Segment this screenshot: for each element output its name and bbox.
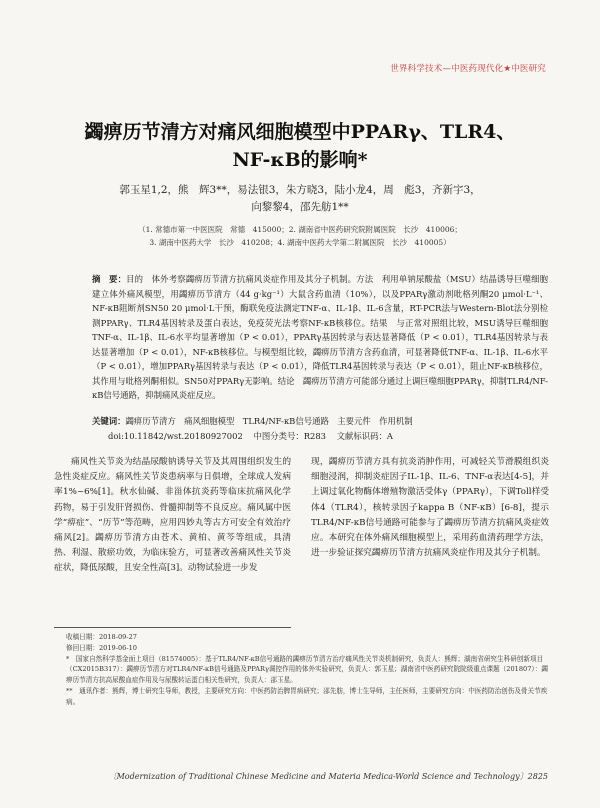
keywords-label: 关键词： [92,416,126,426]
fund-note: * 国家自然科学基金面上项目（81574005）：基于TLR4/NF-κB信号通路的蠲痹历节清方治疗痛风性关节炎机制研究，负责人：熊辉；湖南省研究生科研创新项目（CX2015B317）：蠲痹历节清方对TLR4/NF-κB信号通路及PPARγ调控作用的体外实验研究，负责人：郭玉星；湖南省中医药研究院院级重点课题（201807）：蠲痹历节清方抗高尿酸血症作用及与尿酸转运蛋白相关性研究，负责人：邵玉星。 [66,654,548,685]
body-column-left: 痛风性关节炎为结晶尿酸钠诱导关节及其周围组织发生的急性炎症反应。痛风性关节炎患病率与日俱增，全球成人发病率1%~6%[1]。秋水仙碱、非甾体抗炎药等临床抗痛风化学药物，易于引发肝肾损伤、骨髓抑制等不良反应。痛风属中医学“痹症”、“历节”等范畴，应用四妙丸等古方可安全有效治疗痛风[2]。蠲痹历节清方由苍术、黄柏、黄芩等组成，具清热、利湿、散瘀功效，为临床验方，可显著改善痛风性关节炎症状，降低尿酸，且安全性高[3]。动物试验进一步发 [54,457,291,574]
authors [0,182,600,216]
doi-value[interactable]: 10.11842/wst.20180927002 [123,431,243,441]
authors-line-2: 向黎黎4，邵先舫1** [251,201,349,213]
title-line-2: NF-κB的影响* [232,149,368,171]
doc-value: A [386,431,393,441]
doc-label: 文献标识码： [336,431,387,441]
received-date: 收稿日期：2018-09-27 [66,633,137,641]
abstract-label: 摘 要： [92,274,127,284]
corresponding-author-note: ** 通讯作者：熊辉，博士研究生导师，教授，主要研究方向：中医药防治脾胃病研究；邵先舫，博士生导师，主任医师，主要研究方向：中医药防治创伤及骨关节疾病。 [66,686,548,706]
journal-header: 世界科学技术—中医药现代化★中医研究 [390,64,546,74]
affiliation-line-2: 3. 湖南中医药大学 长沙 410208；4. 湖南中医药大学第二附属医院 长沙 410005） [149,238,451,247]
authors-line-1: 郭玉星1,2，熊 辉3**，易法银3，朱方晓3，陆小龙4，周 彪3，齐新宇3， [119,184,481,196]
body-column-right: 现，蠲痹历节清方具有抗炎消肿作用，可减轻关节滑膜组织炎细胞浸润，抑制炎症因子IL-1β、IL-6、TNF-α表达[4-5]，并上调过氧化物酶体增殖物激活受体γ（PPARγ），下调Toll样受体4（TLR4），核转录因子kappa B（NF-κB）[6-8]，提示TLR4/NF-κB信号通路可能参与了蠲痹历节清方抗痛风炎症效应。本研究在体外痛风细胞模型上，采用药血清药理学方法，进一步验证探究蠲痹历节清方抗痛风炎症作用及其分子机制。 [311,457,549,559]
keywords [92,414,562,428]
doi-line [108,429,568,443]
footnote-divider [54,627,291,628]
clc-value: R283 [303,431,326,441]
clc-label: 中图分类号： [253,431,304,441]
abstract-text: 目的 体外考察蠲痹历节清方抗痛风炎症作用及其分子机制。方法 利用单钠尿酸盐（MSU）结晶诱导巨噬细胞建立体外痛风模型，用蠲痹历节清方（44 g·kg⁻¹）大鼠含药血清（10%），以及PPARγ激动剂吡格列酮20 μmol·L⁻¹、NF-κB阻断剂SN50 20 μmol·L干预，酶联免疫法测定TNF-α、IL-1β、IL-6含量，RT-PCR法与Western-Blot法分别检测PPARγ、TLR4基因转录及蛋白表达，免疫荧光法考察NF-κB核移位。结果 与正常对照组比较，MSU诱导巨噬细胞TNF-α、IL-1β、IL-6水平均显著增加（P < 0.01），PPARγ基因转录与表达显著降低（P < 0.01），TLR4基因转录与表达显著增加（P < 0.01），NF-κB核移位。与模型组比较，蠲痹历节清方含药血清，可显著降低TNF-α、IL-1β、IL-6水平（P < 0.01），增加PPARγ基因转录与表达（P < 0.01），降低TLR4基因转录与表达（P < 0.01），阻止NF-κB核移位，其作用与吡格列酮相似。SN50对PPARγ无影响。结论 蠲痹历节清方可能部分通过上调巨噬细胞PPARγ，抑制TLR4/NF-κB信号通路，抑制痛风炎症反应。 [92,274,548,400]
article-title [0,118,600,174]
affiliation-line-1: （1. 常德市第一中医医院 常德 415000；2. 湖南省中医药研究院附属医院 长沙 410006； [138,225,462,234]
star-icon: ★ [503,64,512,74]
revised-date: 修回日期：2019-06-10 [66,643,137,652]
abstract [92,272,548,403]
affiliations [0,223,600,249]
title-line-1: 蠲痹历节清方对痛风细胞模型中PPARγ、TLR4、 [84,121,516,143]
page-footer: 〔Modernization of Traditional Chinese Medicine and Materia Medica-World Science and Technology〕2825 [108,772,548,781]
footnotes [66,632,550,708]
doi-label: doi: [108,431,124,441]
keywords-text: 蠲痹历节清方 痛风细胞模型 TLR4/NF-κB信号通路 主要元件 作用机制 [125,416,413,426]
